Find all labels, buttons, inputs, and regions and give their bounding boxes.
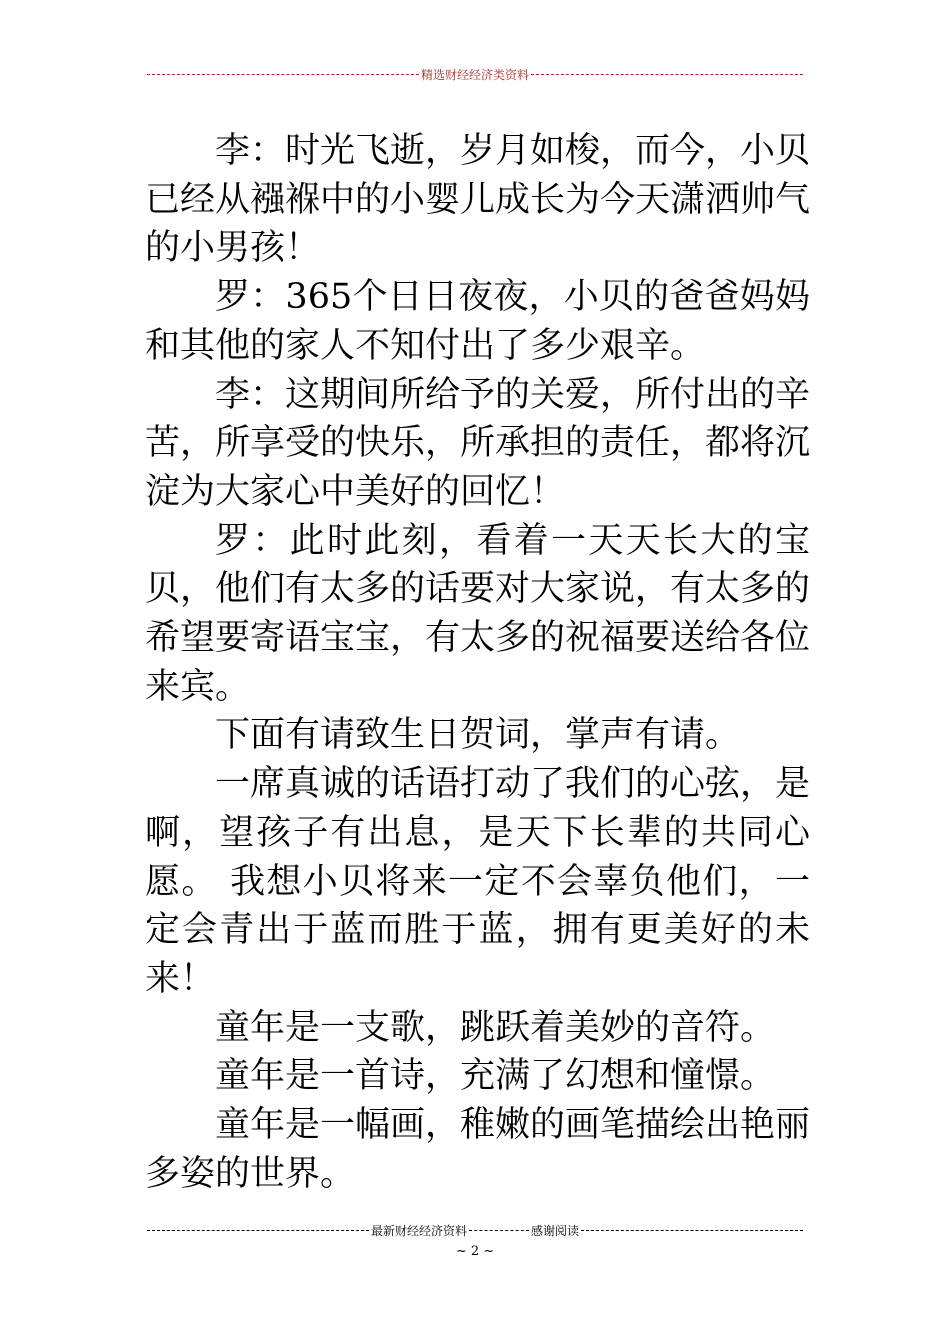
paragraph: 罗：此时此刻，看着一天天长大的宝贝，他们有太多的话要对大家说，有太多的希望要寄语宝宝，有太多的祝福要送给各位来宾。 [145, 520, 811, 707]
header-label: 精选财经经济类资料 [421, 68, 530, 82]
paragraph: 童年是一支歌，跳跃着美妙的音符。 [215, 1007, 776, 1048]
page-number: ~ 2 ~ [455, 1244, 495, 1259]
paragraph: 一席真诚的话语打动了我们的心弦，是啊，望孩子有出息，是天下长辈的共同心愿。 我想小贝将来一定不会辜负他们，一定会青出于蓝而胜于蓝，拥有更美好的未来！ [145, 764, 811, 999]
header-dashes-left [147, 74, 419, 75]
paragraph: 童年是一首诗，充满了幻想和憧憬。 [215, 1056, 776, 1097]
page-footer [145, 1222, 805, 1239]
footer-right-label: 感谢阅读 [531, 1224, 580, 1238]
document-body [145, 127, 810, 1198]
paragraph: 罗：365个日日夜夜，小贝的爸爸妈妈和其他的家人不知付出了多少艰辛。 [145, 277, 810, 366]
footer-dashes-right [581, 1230, 803, 1231]
paragraph: 李：这期间所给予的关爱，所付出的辛苦，所享受的快乐，所承担的责任，都将沉淀为大家心中美好的回忆！ [145, 374, 811, 512]
page-header [145, 66, 805, 83]
paragraph: 下面有请致生日贺词，掌声有请。 [215, 715, 741, 756]
footer-left-label: 最新财经经济资料 [370, 1224, 467, 1238]
header-dashes-right [531, 74, 803, 75]
paragraph: 童年是一幅画，稚嫩的画笔描绘出艳丽多姿的世界。 [145, 1105, 811, 1194]
footer-dashes-middle [469, 1230, 529, 1231]
paragraph: 李：时光飞逝，岁月如梭，而今，小贝已经从襁褓中的小婴儿成长为今天潇洒帅气的小男孩！ [145, 131, 811, 269]
footer-dashes-left [147, 1230, 369, 1231]
